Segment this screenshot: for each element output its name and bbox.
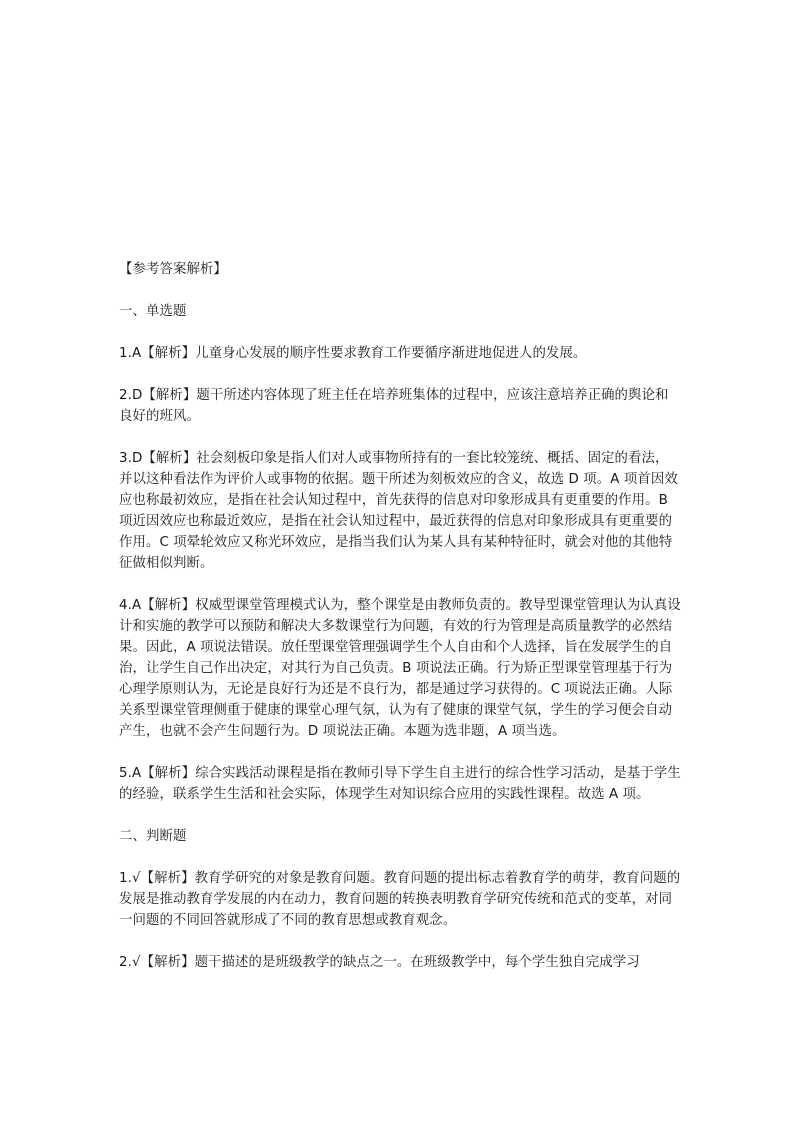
answer-item-1: 1.A【解析】儿童身心发展的顺序性要求教育工作要循序渐进地促进人的发展。	[119, 346, 587, 361]
document-title: 【参考答案解析】	[119, 262, 227, 277]
answer-item-2: 2.D【解析】题干所述内容体现了班主任在培养班集体的过程中，应该注意培养正确的舆论和良好的班风。	[119, 388, 669, 424]
judgment-item-2: 2.√【解析】题干描述的是班级教学的缺点之一。在班级教学中，每个学生独自完成学习	[119, 955, 640, 970]
answer-item-4: 4.A【解析】权威型课堂管理模式认为，整个课堂是由教师负责的。教导型课堂管理认为认真设计和实施的教学可以预防和解决大多数课堂行为问题，有效的行为管理是高质量教学的必然结果。因此，A 项说法错误。放任型课堂管理强调学生个人自由和个人选择，旨在发展学生的自治，让学生自己作出决定，对其行为自己负责。B 项说法正确。行为矫正型课堂管理基于行为心理学原则认为，无论是良好行为还是不良行为，都是通过学习获得的。C 项说法正确。人际关系型课堂管理侧重于健康的课堂心理气氛，认为有了健康的课堂气氛，学生的学习便会自动产生，也就不会产生问题行为。D 项说法正确。本题为选非题，A 项当选。	[119, 598, 681, 739]
judgment-item-1: 1.√【解析】教育学研究的对象是教育问题。教育问题的提出标志着教育学的萌芽，教育问题的发展是推动教育学发展的内在动力，教育问题的转换表明教育学研究传统和范式的变革，对同一问题的不同回答就形成了不同的教育思想或教育观念。	[119, 871, 681, 928]
answer-item-5: 5.A【解析】综合实践活动课程是指在教师引导下学生自主进行的综合性学习活动，是基于学生的经验，联系学生生活和社会实际，体现学生对知识综合应用的实践性课程。故选 A 项。	[119, 766, 681, 802]
document-body	[119, 259, 681, 994]
section-heading-true-false: 二、判断题	[119, 829, 187, 844]
answer-item-3: 3.D【解析】社会刻板印象是指人们对人或事物所持有的一套比较笼统、概括、固定的看法，并以这种看法作为评价人或事物的依据。题干所述为刻板效应的含义，故选 D 项。A 项首因效应也称最初效应，是指在社会认知过程中，首先获得的信息对印象形成具有更重要的作用。B 项近因效应也称最近效应，是指在社会认知过程中，最近获得的信息对印象形成具有更重要的作用。C 项晕轮效应又称光环效应，是指当我们认为某人具有某种特征时，就会对他的其他特征做相似判断。	[119, 451, 678, 571]
section-heading-single-choice: 一、单选题	[119, 304, 187, 319]
